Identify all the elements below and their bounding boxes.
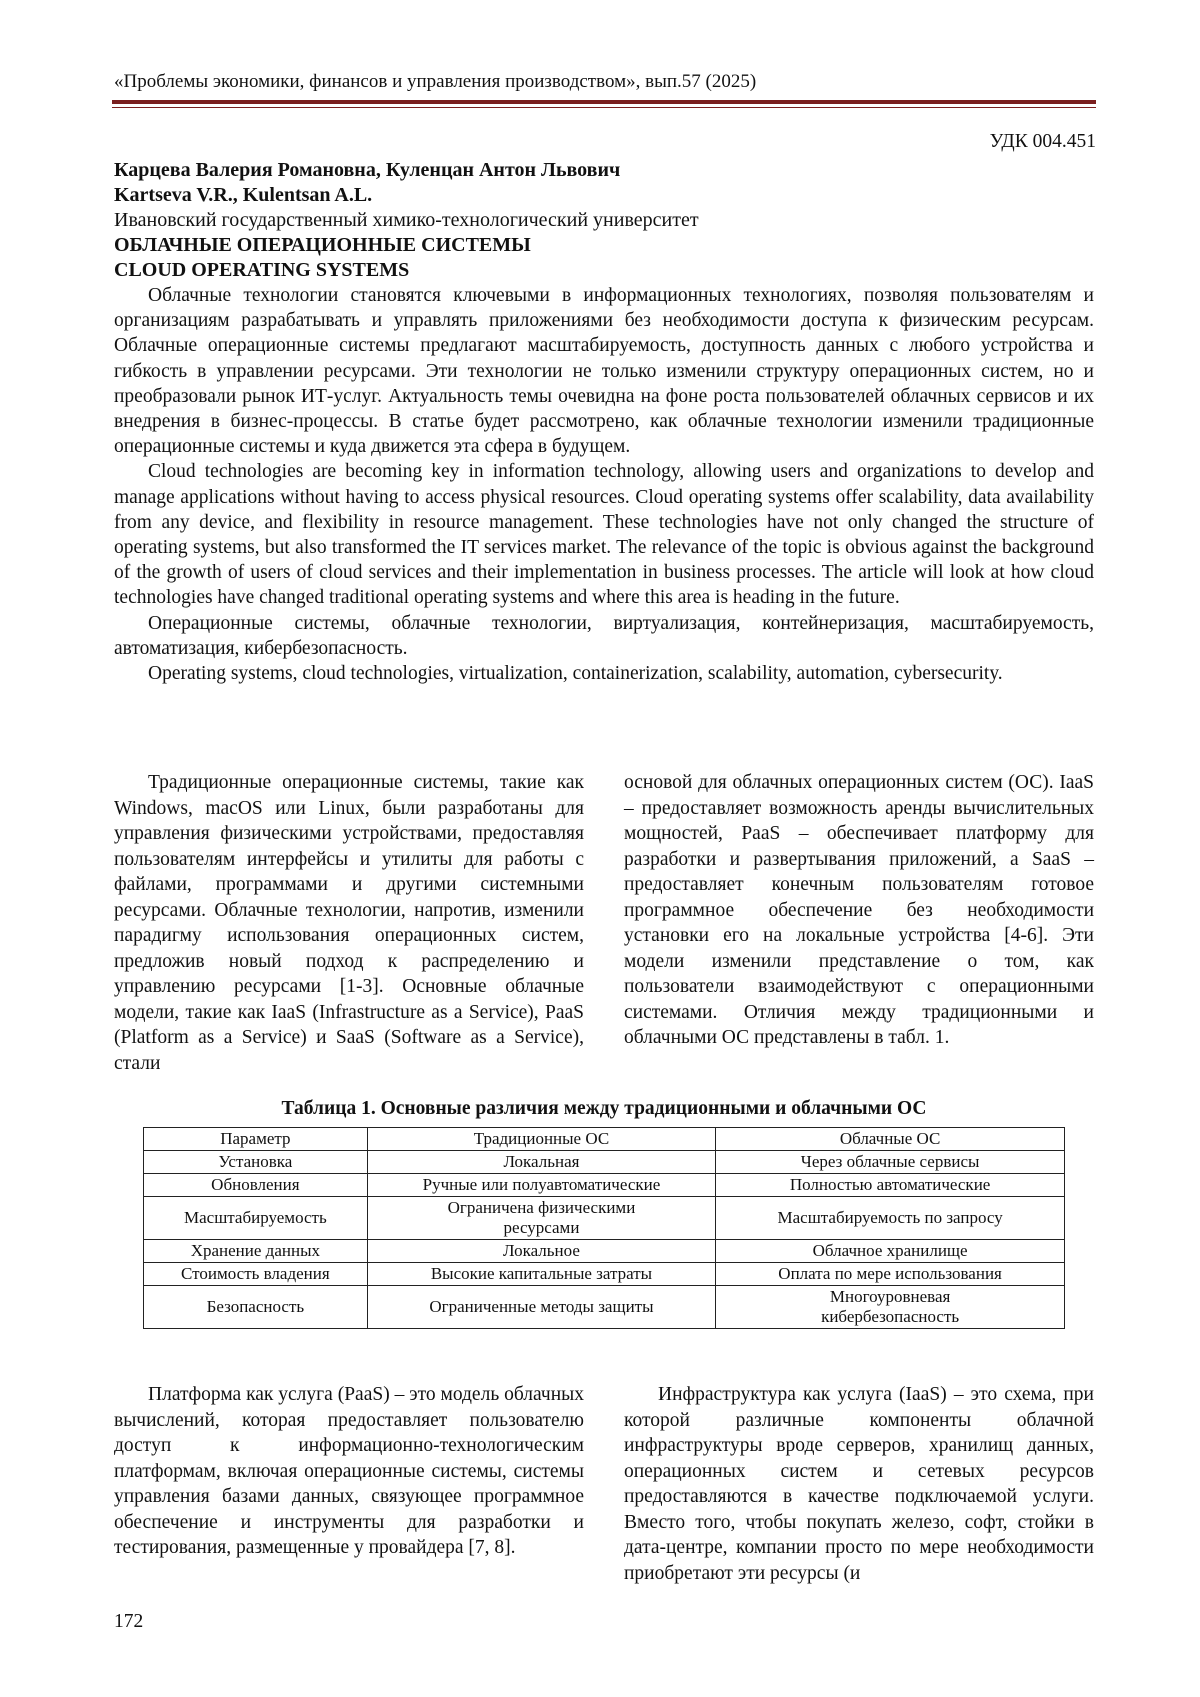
table-cell: Ограничена физическими ресурсами	[367, 1197, 715, 1240]
abstract-ru: Облачные технологии становятся ключевыми в информационных технологиях, позволяя пользователям и организациям разрабатывать и управлять приложениями без необходимости доступа к физическим ресурсам. Облачные операционные системы предлагают масштабируемость, доступность данных с любого устройства и гибкость в управлении ресурсами. Эти технологии не только изменили структуру операционных систем, но и преобразовали рынок ИТ-услуг. Актуальность темы очевидна на фоне роста пользователей облачных сервисов и их внедрения в бизнес-процессы. В статье будет рассмотрено, как облачные технологии изменили традиционные операционные системы и куда движется эта сфера в будущем.	[114, 285, 1094, 458]
body-column-left-top	[114, 770, 584, 1076]
table-cell: Стоимость владения	[144, 1263, 368, 1286]
table-cell: Локальная	[367, 1151, 715, 1174]
title-ru: ОБЛАЧНЫЕ ОПЕРАЦИОННЫЕ СИСТЕМЫ	[114, 234, 531, 256]
body-column-left-bottom	[114, 1382, 584, 1561]
title-en: CLOUD OPERATING SYSTEMS	[114, 259, 410, 281]
table-header-cell: Облачные ОС	[716, 1128, 1065, 1151]
udk-code: УДК 004.451	[989, 131, 1096, 152]
table-cell: Через облачные сервисы	[716, 1151, 1065, 1174]
paragraph-traditional-os: Традиционные операционные системы, такие как Windows, macOS или Linux, были разработаны для управления физическими устройствами, предоставляя пользователям интерфейсы и утилиты для работы с файлами, программами и другими системными ресурсами. Облачные технологии, напротив, изменили парадигму использования операционных систем, предложив новый подход к распределению и управлению ресурсами [1-3]. Основные облачные модели, такие как IaaS (Infrastructure as a Service), PaaS (Platform as a Service) и SaaS (Software as a Service), стали	[114, 772, 584, 1074]
table-cell: Ограниченные методы защиты	[367, 1286, 715, 1329]
header-rule-thin	[112, 107, 1096, 108]
table-cell: Безопасность	[144, 1286, 368, 1329]
authors-en: Kartseva V.R., Kulentsan A.L.	[114, 184, 373, 206]
page-number: 172	[114, 1611, 144, 1632]
table-cell: Хранение данных	[144, 1240, 368, 1263]
running-head: «Проблемы экономики, финансов и управления производством», вып.57 (2025)	[114, 71, 757, 92]
authors-ru: Карцева Валерия Романовна, Куленцан Антон Львович	[114, 159, 621, 181]
table-cell: Полностью автоматические	[716, 1174, 1065, 1197]
table-header-cell: Традиционные ОС	[367, 1128, 715, 1151]
table-header-cell: Параметр	[144, 1128, 368, 1151]
table-row	[144, 1197, 1065, 1240]
body-column-right-top	[624, 770, 1094, 1051]
keywords-ru: Операционные системы, облачные технологии, виртуализация, контейнеризация, масштабируемость, автоматизация, кибербезопасность.	[114, 612, 1094, 659]
article-meta	[114, 158, 1094, 283]
table-row	[144, 1286, 1065, 1329]
table-row	[144, 1240, 1065, 1263]
table-cell: Многоуровневая кибербезопасность	[716, 1286, 1065, 1329]
table-cell: Масштабируемость	[144, 1197, 368, 1240]
table-cell: Высокие капитальные затраты	[367, 1263, 715, 1286]
table-header-row	[144, 1128, 1065, 1151]
keywords-en: Operating systems, cloud technologies, virtualization, containerization, scalability, automation, cybersecurity.	[148, 663, 1003, 685]
table-cell: Локальное	[367, 1240, 715, 1263]
table-row	[144, 1263, 1065, 1286]
table-caption: Таблица 1. Основные различия между традиционными и облачными ОС	[281, 1098, 927, 1119]
table-cell: Облачное хранилище	[716, 1240, 1065, 1263]
body-column-right-bottom	[624, 1382, 1094, 1586]
table-cell: Масштабируемость по запросу	[716, 1197, 1065, 1240]
table-cell: Ручные или полуавтоматические	[367, 1174, 715, 1197]
paragraph-cloud-models: основой для облачных операционных систем (ОС). IaaS – предоставляет возможность аренды вычислительных мощностей, PaaS – обеспечивает платформу для разработки и развертывания приложений, а SaaS – предоставляет конечным пользователям готовое программное обеспечение без необходимости установки его на локальные устройства [4-6]. Эти модели изменили представление о том, как пользователи взаимодействуют с операционными системами. Отличия между традиционными и облачными ОС представлены в табл. 1.	[624, 772, 1094, 1048]
abstract-en: Cloud technologies are becoming key in information technology, allowing users and organizations to develop and manage applications without having to access physical resources. Cloud operating systems offer scalability, data availability from any device, and flexibility in resource management. These technologies have not only changed the structure of operating systems, but also transformed the IT services market. The relevance of the topic is obvious against the background of the growth of users of cloud services and their implementation in business processes. The article will look at how cloud technologies have changed traditional operating systems and where this area is heading in the future.	[114, 461, 1094, 609]
affiliation: Ивановский государственный химико-технологический университет	[114, 209, 699, 231]
comparison-table	[143, 1127, 1065, 1329]
header-rule-thick	[112, 100, 1096, 104]
paragraph-iaas: Инфраструктура как услуга (IaaS) – это схема, при которой различные компоненты облачной инфраструктуры вроде серверов, хранилищ данных, операционных систем и сетевых ресурсов предоставляются в качестве подключаемой услуги. Вместо того, чтобы покупать железо, софт, стойки в дата-центре, компании просто по мере необходимости приобретают эти ресурсы (и	[624, 1384, 1094, 1584]
table-cell: Обновления	[144, 1174, 368, 1197]
table-row	[144, 1151, 1065, 1174]
abstract-block	[114, 283, 1094, 686]
table-cell: Установка	[144, 1151, 368, 1174]
table-row	[144, 1174, 1065, 1197]
paragraph-paas: Платформа как услуга (PaaS) – это модель облачных вычислений, которая предоставляет пользователю доступ к информационно-технологическим платформам, включая операционные системы, системы управления базами данных, связующее программное обеспечение и инструменты для разработки и тестирования, размещенные у провайдера [7, 8].	[114, 1384, 584, 1558]
table-cell: Оплата по мере использования	[716, 1263, 1065, 1286]
